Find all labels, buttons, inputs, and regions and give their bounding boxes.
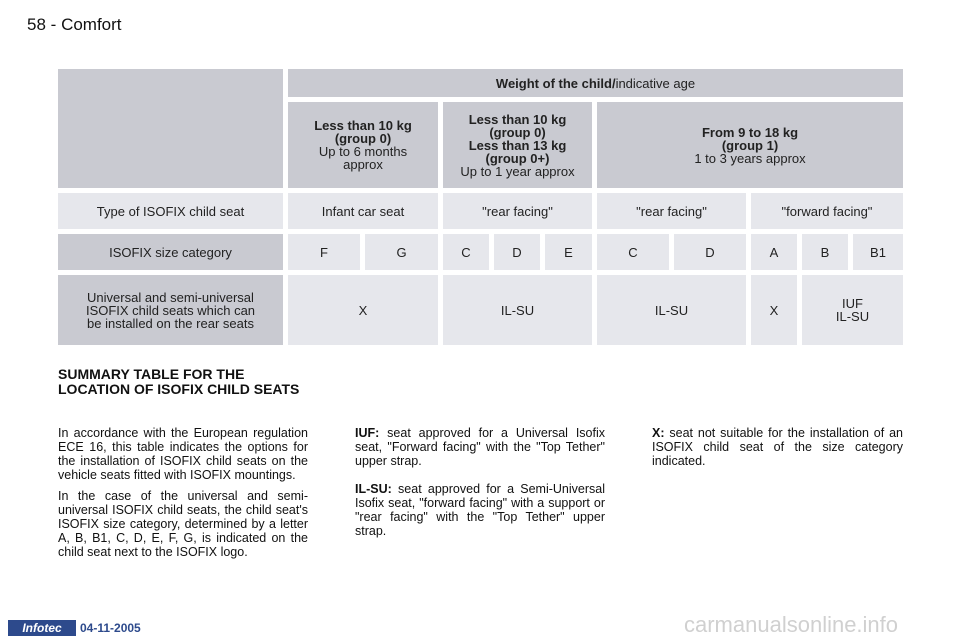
page-header xyxy=(27,15,122,35)
row-type-cell: "rear facing" xyxy=(443,193,592,229)
x-term: X: xyxy=(652,426,665,440)
infotec-logo: Infotec xyxy=(8,620,76,636)
row-type-label: Type of ISOFIX child seat xyxy=(58,193,283,229)
ilsu-definition xyxy=(355,482,605,538)
row-size-cell: D xyxy=(494,234,540,270)
row-size-cell: A xyxy=(751,234,797,270)
weight-header-bold: Weight of the child/ xyxy=(495,75,616,91)
row-size-cell: F xyxy=(288,234,360,270)
group-0-age-approx: approx xyxy=(343,157,383,172)
iuf-definition xyxy=(355,426,605,468)
row-universal-cell: X xyxy=(288,275,438,345)
group-header-2 xyxy=(597,102,903,188)
group-1-name: (group 0) xyxy=(489,124,546,140)
ilsu-text: seat approved for a Semi-Universal Isofix seat, "forward facing" with a support or "rear facing" with the "Top Tether" upper strap. xyxy=(355,482,605,538)
row-universal-ilsu: IL-SU xyxy=(835,309,870,324)
paragraph: In accordance with the European regulation ECE 16, this table indicates the options for the installation of ISOFIX child seats on the vehicle seats fitted with ISOFIX mountings. xyxy=(58,426,308,482)
x-text: seat not suitable for the installation of an ISOFIX child seat of the size category indicated. xyxy=(652,426,903,468)
group-1-weight-plus: Less than 13 kg xyxy=(468,137,567,153)
ilsu-term: IL-SU: xyxy=(355,482,392,496)
row-type-cell: "rear facing" xyxy=(597,193,746,229)
row-size-label: ISOFIX size category xyxy=(58,234,283,270)
row-size-cell: B xyxy=(802,234,848,270)
group-1-age: Up to 1 year approx xyxy=(460,163,575,179)
group-1-weight: Less than 10 kg xyxy=(468,111,567,127)
group-header-1 xyxy=(443,102,592,188)
text-column-1 xyxy=(58,426,308,566)
section-title: Comfort xyxy=(61,15,122,34)
row-universal-cell: IL-SU xyxy=(597,275,746,345)
group-2-name: (group 1) xyxy=(721,137,779,153)
row-size-cell: G xyxy=(365,234,438,270)
group-header-0 xyxy=(288,102,438,188)
group-0-age: Up to 6 months xyxy=(318,144,408,159)
iuf-text: seat approved for a Universal Isofix seat, "Forward facing" with the "Top Tether" upper strap. xyxy=(355,426,605,468)
group-2-weight: From 9 to 18 kg xyxy=(701,124,799,140)
row-size-cell: C xyxy=(443,234,489,270)
row-universal-label-line: be installed on the rear seats xyxy=(87,315,254,331)
text-column-2 xyxy=(355,426,605,545)
weight-header-rest: indicative age xyxy=(615,75,696,91)
row-size-cell: E xyxy=(545,234,592,270)
row-universal-cell: X xyxy=(751,275,797,345)
row-type-cell: "forward facing" xyxy=(751,193,903,229)
summary-title: SUMMARY TABLE FOR THE LOCATION OF ISOFIX CHILD SEATS xyxy=(58,366,300,397)
header-separator: - xyxy=(50,15,57,34)
row-universal-label-line: Universal and semi-universal xyxy=(87,289,254,305)
group-2-age: 1 to 3 years approx xyxy=(694,150,806,166)
group-1-name-plus: (group 0+) xyxy=(485,150,550,166)
row-size-cell: D xyxy=(674,234,746,270)
row-universal-iuf: IUF xyxy=(842,296,863,311)
weight-header xyxy=(288,69,903,97)
page-number: 58 xyxy=(27,15,46,34)
row-universal-label-line: ISOFIX child seats which can xyxy=(85,302,256,318)
watermark: carmanualsonline.info xyxy=(684,612,899,637)
x-definition xyxy=(652,426,903,468)
iuf-term: IUF: xyxy=(355,426,380,440)
paragraph: In the case of the universal and semi-universal ISOFIX child seats, the child seat's ISOFIX size category, determined by a letter A, B, B1, C, D, E, F, G, is indicated on the child seat next to the ISOFIX logo. xyxy=(58,489,308,559)
group-0-weight: Less than 10 kg xyxy=(314,118,412,133)
row-size-cell: B1 xyxy=(853,234,903,270)
row-size-cell: C xyxy=(597,234,669,270)
row-universal-label xyxy=(58,275,283,345)
row-type-cell: Infant car seat xyxy=(288,193,438,229)
group-0-name: (group 0) xyxy=(334,131,392,146)
row-universal-cell: IL-SU xyxy=(443,275,592,345)
text-column-3 xyxy=(652,426,903,475)
row-universal-cell-last xyxy=(802,275,903,345)
footer-date: 04-11-2005 xyxy=(80,621,141,635)
table-corner-cell xyxy=(58,69,283,188)
